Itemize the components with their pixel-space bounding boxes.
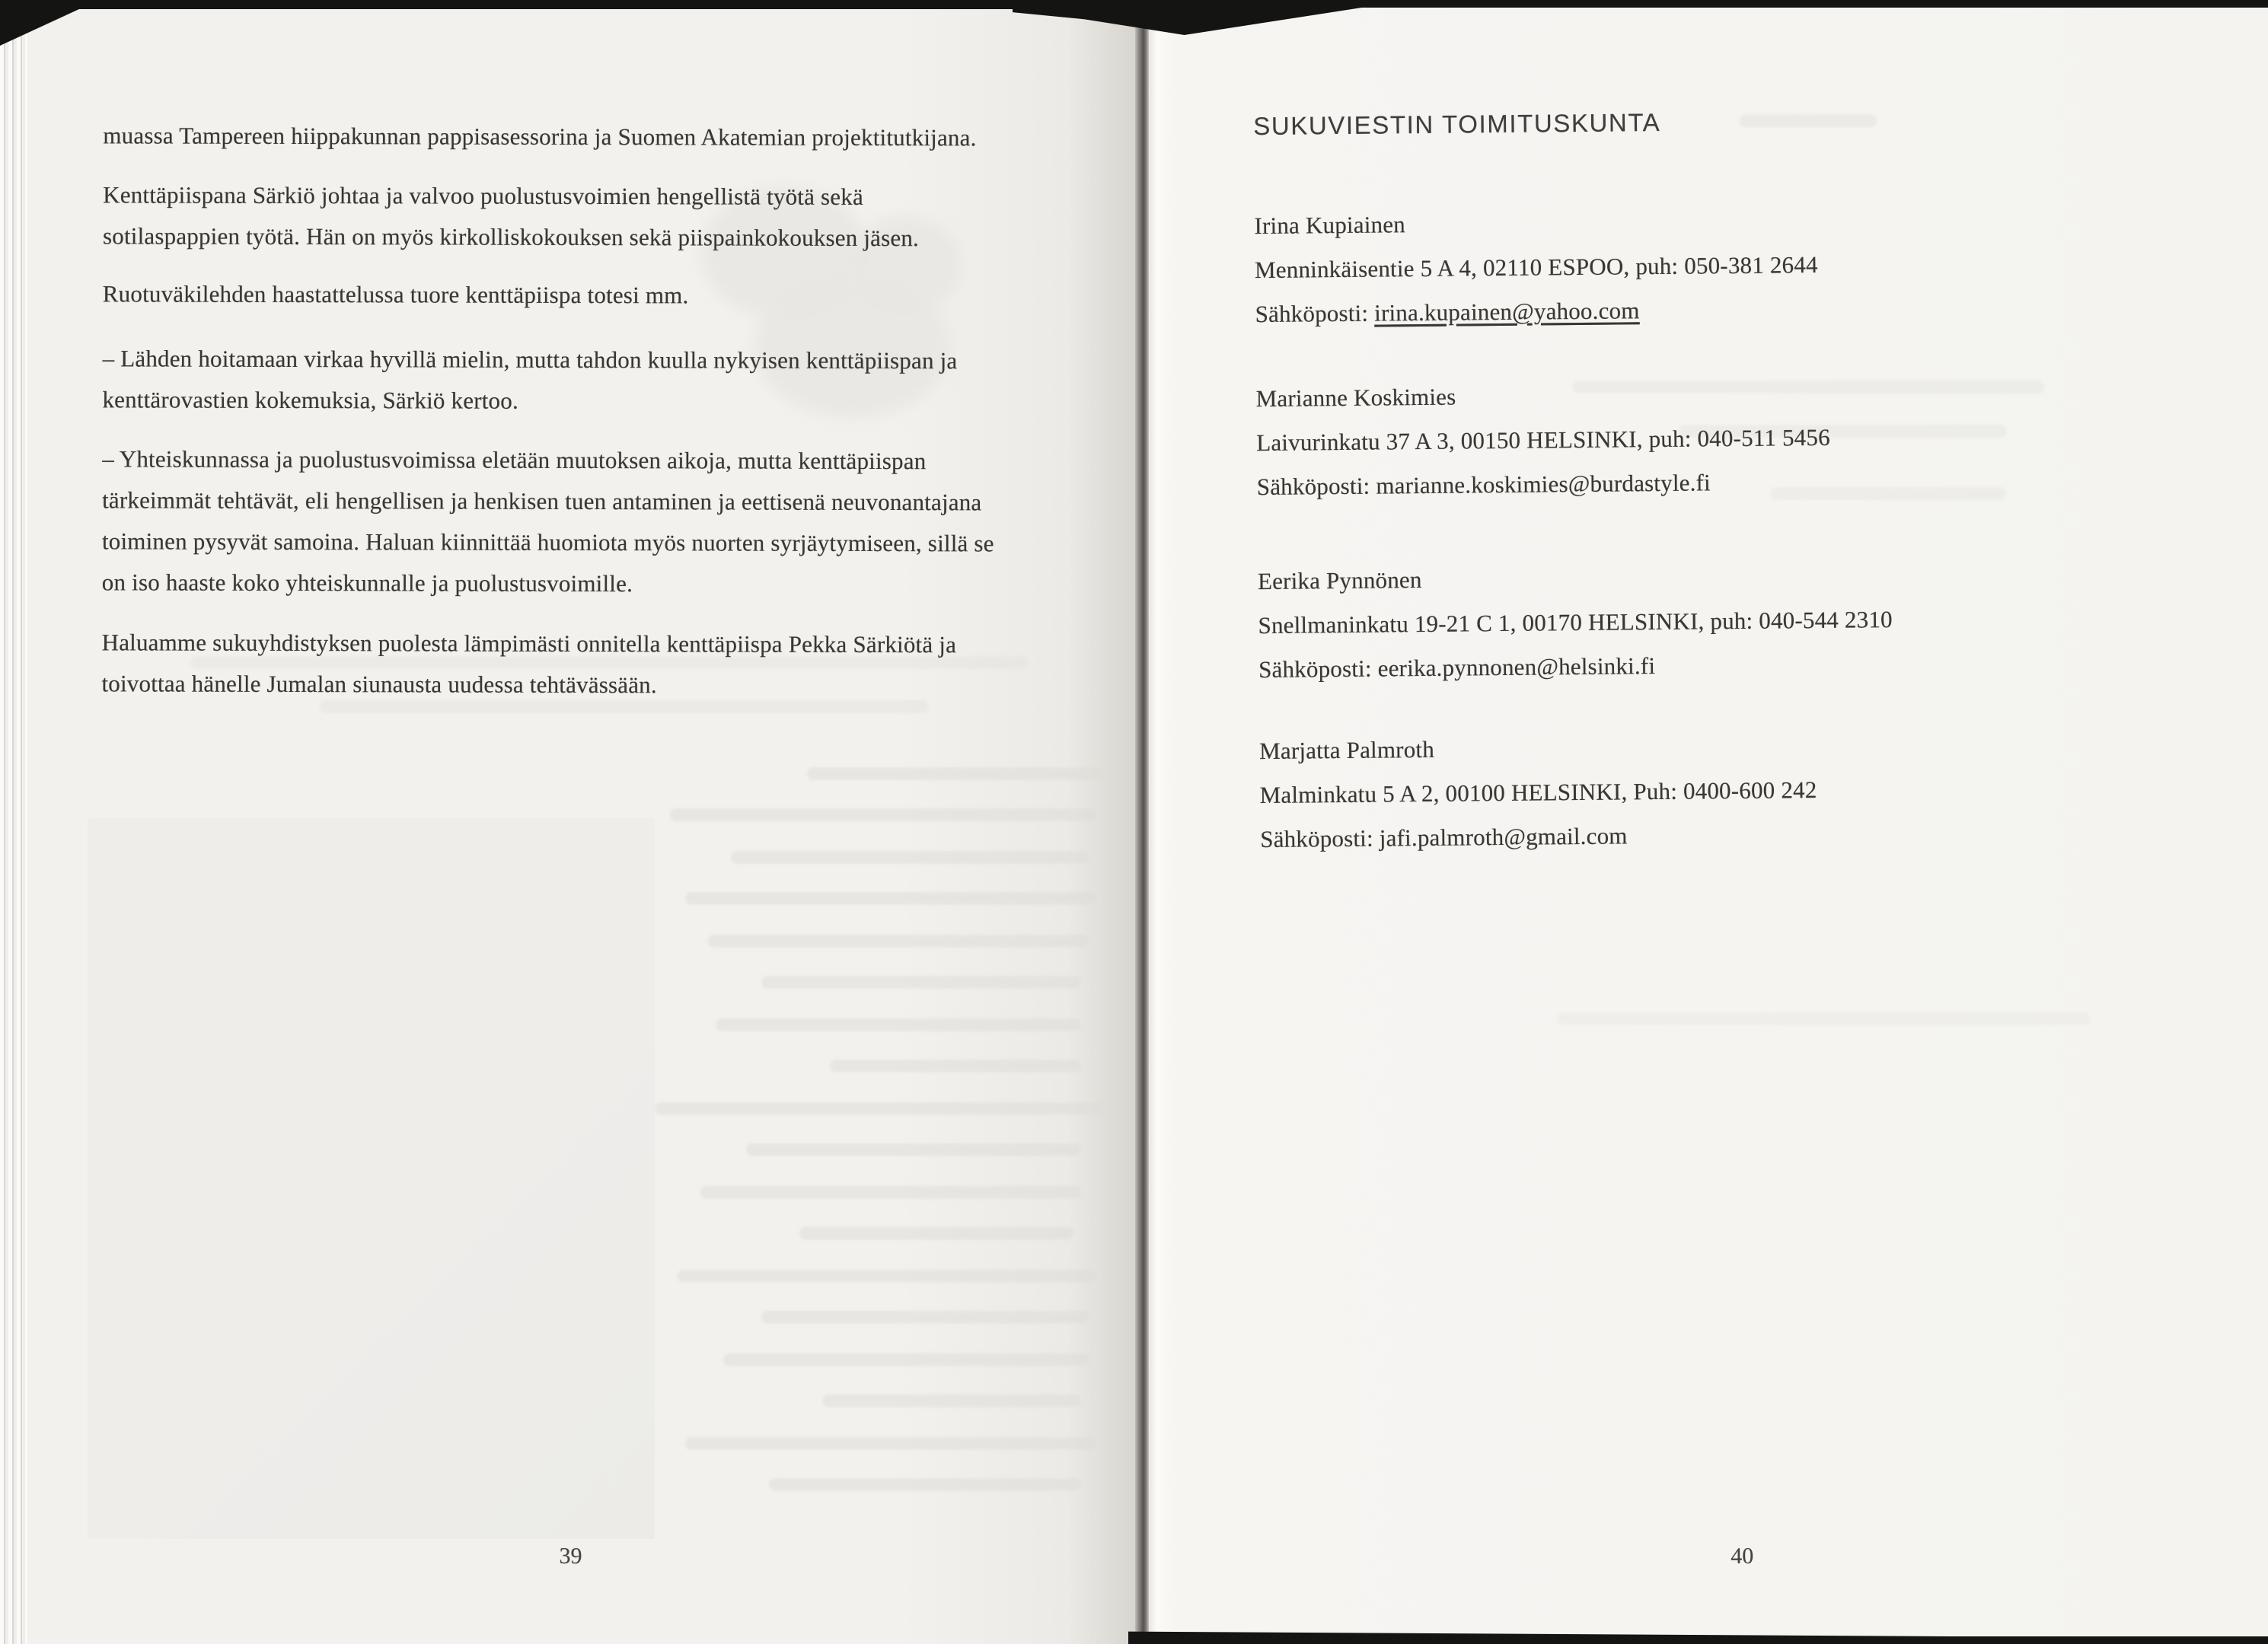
paragraph [102, 338, 957, 422]
contact-email-line [1260, 812, 1817, 862]
right-page [1146, 8, 2268, 1636]
body-line: toiminen pysyvät samoina. Haluan kiinnittää huomiota myös nuorten syrjäytymiseen, sillä se [101, 527, 994, 557]
paragraph [101, 622, 956, 706]
body-line: Haluamme sukuyhdistyksen puolesta lämpimästi onnitella kenttäpiispa Pekka Särkiötä ja [101, 629, 957, 658]
body-line: Kenttäpiispana Särkiö johtaa ja valvoo puolustusvoimien hengellistä työtä sekä [103, 181, 863, 210]
body-line: on iso haaste koko yhteiskunnalle ja puolustusvoimille. [101, 569, 633, 597]
book-gutter [1135, 0, 1149, 1644]
email-label: Sähköposti: [1260, 824, 1380, 853]
contact-block [1259, 724, 1817, 862]
body-line: kenttärovastien kokemuksia, Särkiö kertoo. [102, 386, 518, 414]
contact-name: Marjatta Palmroth [1258, 735, 1435, 765]
contact-address: Malminkatu 5 A 2, 00100 HELSINKI, Puh: 0400-600 242 [1259, 776, 1817, 809]
page-number: 39 [559, 1543, 582, 1569]
email-address: eerika.pynnonen@helsinki.fi [1377, 652, 1656, 682]
contact-block [1255, 371, 1830, 509]
email-address: jafi.palmroth@gmail.com [1379, 822, 1628, 852]
email-address: irina.kupainen@yahoo.com [1374, 297, 1640, 327]
contact-email-line [1255, 287, 1818, 336]
contact-block [1254, 199, 1818, 336]
email-label: Sähköposti: [1255, 299, 1375, 328]
contact-email-line [1257, 460, 1831, 509]
contact-address: Laivurinkatu 37 A 3, 00150 HELSINKI, puh: 040-511 5456 [1256, 423, 1830, 457]
contact-name: Eerika Pynnönen [1257, 566, 1422, 595]
left-page-content [25, 8, 1148, 1644]
contact-email-line [1258, 642, 1893, 692]
paragraph [102, 438, 994, 605]
page-title: SUKUVIESTIN TOIMITUSKUNTA [1253, 107, 1661, 141]
left-page [27, 9, 1146, 1644]
paragraph [103, 273, 689, 316]
contact-address: Snellmaninkatu 19-21 C 1, 00170 HELSINKI, puh: 040-544 2310 [1258, 606, 1893, 639]
body-line: sotilaspappien työtä. Hän on myös kirkolliskokouksen sekä piispainkokouksen jäsen. [102, 222, 920, 252]
body-line: Ruotuväkilehden haastattelussa tuore kenttäpiispa totesi mm. [102, 280, 689, 309]
email-label: Sähköposti: [1258, 655, 1378, 683]
body-line: – Lähden hoitamaan virkaa hyvillä mielin, mutta tahdon kuulla nykyisen kenttäpiispan ja [102, 345, 958, 374]
contact-name: Irina Kupiainen [1254, 211, 1406, 240]
contact-block [1258, 553, 1893, 692]
body-line: – Yhteiskunnassa ja puolustusvoimissa eletään muutoksen aikoja, mutta kenttäpiispan [102, 445, 927, 475]
body-line: muassa Tampereen hiippakunnan pappisasessorina ja Suomen Akatemian projektitutkijana. [103, 122, 977, 151]
body-line: toivottaa hänelle Jumalan siunausta uudessa tehtävässään. [101, 670, 657, 699]
right-page-content [1140, 3, 2268, 1642]
paragraph [103, 174, 919, 259]
paragraph [103, 115, 976, 158]
page-number: 40 [1731, 1543, 1754, 1569]
contact-address: Menninkäisentie 5 A 4, 02110 ESPOO, puh: 050-381 2644 [1254, 250, 1818, 284]
email-label: Sähköposti: [1256, 472, 1376, 501]
body-line: tärkeimmät tehtävät, eli hengellisen ja henkisen tuen antaminen ja eettisenä neuvonantajana [102, 486, 982, 516]
email-address: marianne.koskimies@burdastyle.fi [1376, 469, 1711, 499]
contact-name: Marianne Koskimies [1255, 383, 1456, 413]
